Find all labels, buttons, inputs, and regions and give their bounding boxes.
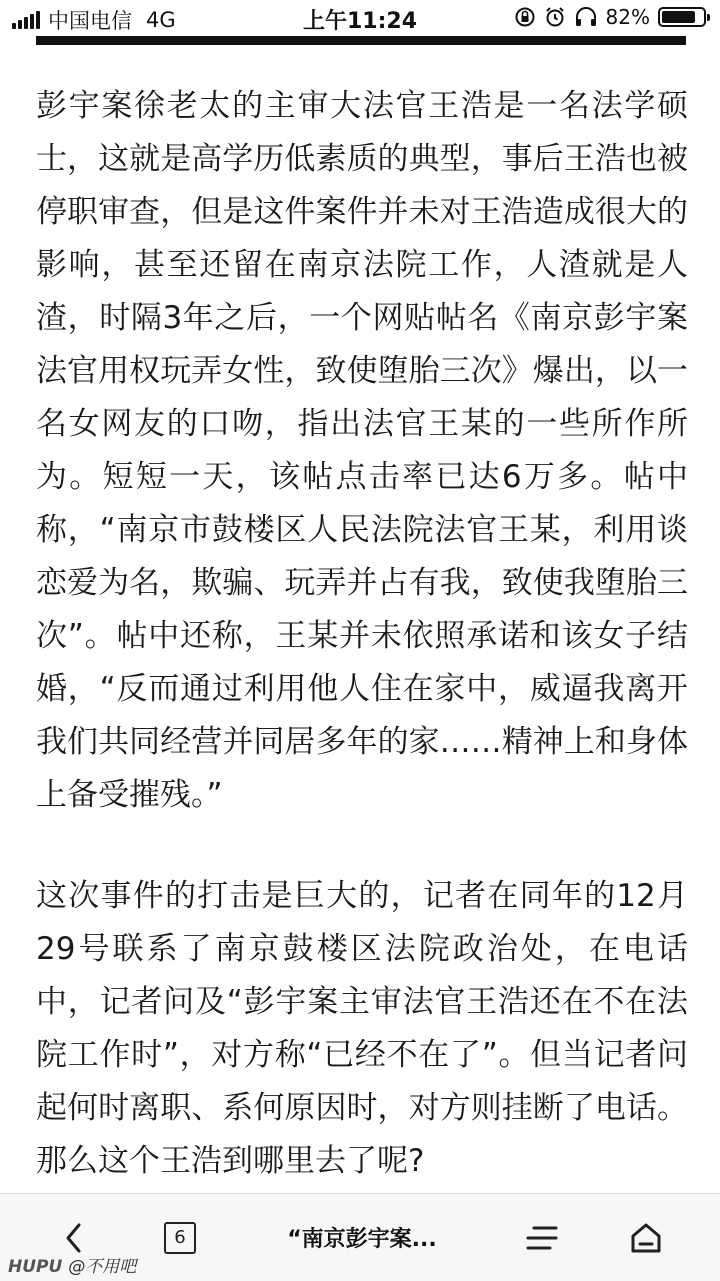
battery-percent: 82% [605,5,650,29]
article-paragraph-1: 彭宇案徐老太的主审大法官王浩是一名法学硕士，这就是高学历低素质的典型，事后王浩也被停职审查，但是这件案件并未对王浩造成很大的影响，甚至还留在南京法院工作，人渣就是人渣，时隔3年之后，一个网贴帖名《南京彭宇案法官用权玩弄女性，致使堕胎三次》爆出，以一名女网友的口吻，指出法官王某的一些所作所为。短短一天，该帖点击率已达6万多。帖中称，“南京市鼓楼区人民法院法官王某，利用谈恋爱为名，欺骗、玩弄并占有我，致使我堕胎三次”。帖中还称，王某并未依照承诺和该女子结婚，“反而通过利用他人住在家中，威逼我离开我们共同经营并同居多年的家……精神上和身体上备受摧残。” [36,88,688,813]
tabs-button[interactable] [150,1194,210,1281]
chevron-left-icon [63,1221,85,1255]
home-button[interactable] [614,1194,678,1281]
alarm-icon [544,6,566,28]
carrier-label: 中国电信 [48,9,132,33]
watermark-brand: HUPU [8,1257,63,1277]
network-type: 4G [146,8,176,32]
page-title: “南京彭宇案... [287,1227,437,1252]
battery-icon [658,7,706,27]
menu-button[interactable] [512,1194,572,1281]
menu-icon [524,1223,560,1253]
status-bar [0,0,720,36]
watermark [8,1252,136,1277]
watermark-user: @不用吧 [68,1257,137,1277]
headphones-icon [574,6,598,28]
status-time: 上午11:24 [302,9,418,34]
page-title-button[interactable] [262,1194,462,1281]
tab-count-badge: 6 [164,1222,196,1254]
status-right [514,5,706,29]
battery-fill [662,11,695,23]
rotation-lock-icon [514,6,536,28]
article-body [36,80,688,1188]
article-paragraph-2: 这次事件的打击是巨大的，记者在同年的12月29号联系了南京鼓楼区法院政治处，在电话中，记者问及“彭宇案主审法官王浩还在不在法院工作时”，对方称“已经不在了”。但当记者问起何时离职、系何原因时，对方则挂断了电话。那么这个王浩到哪里去了呢? [36,878,688,1179]
header-divider [36,36,686,45]
home-icon [628,1220,664,1256]
